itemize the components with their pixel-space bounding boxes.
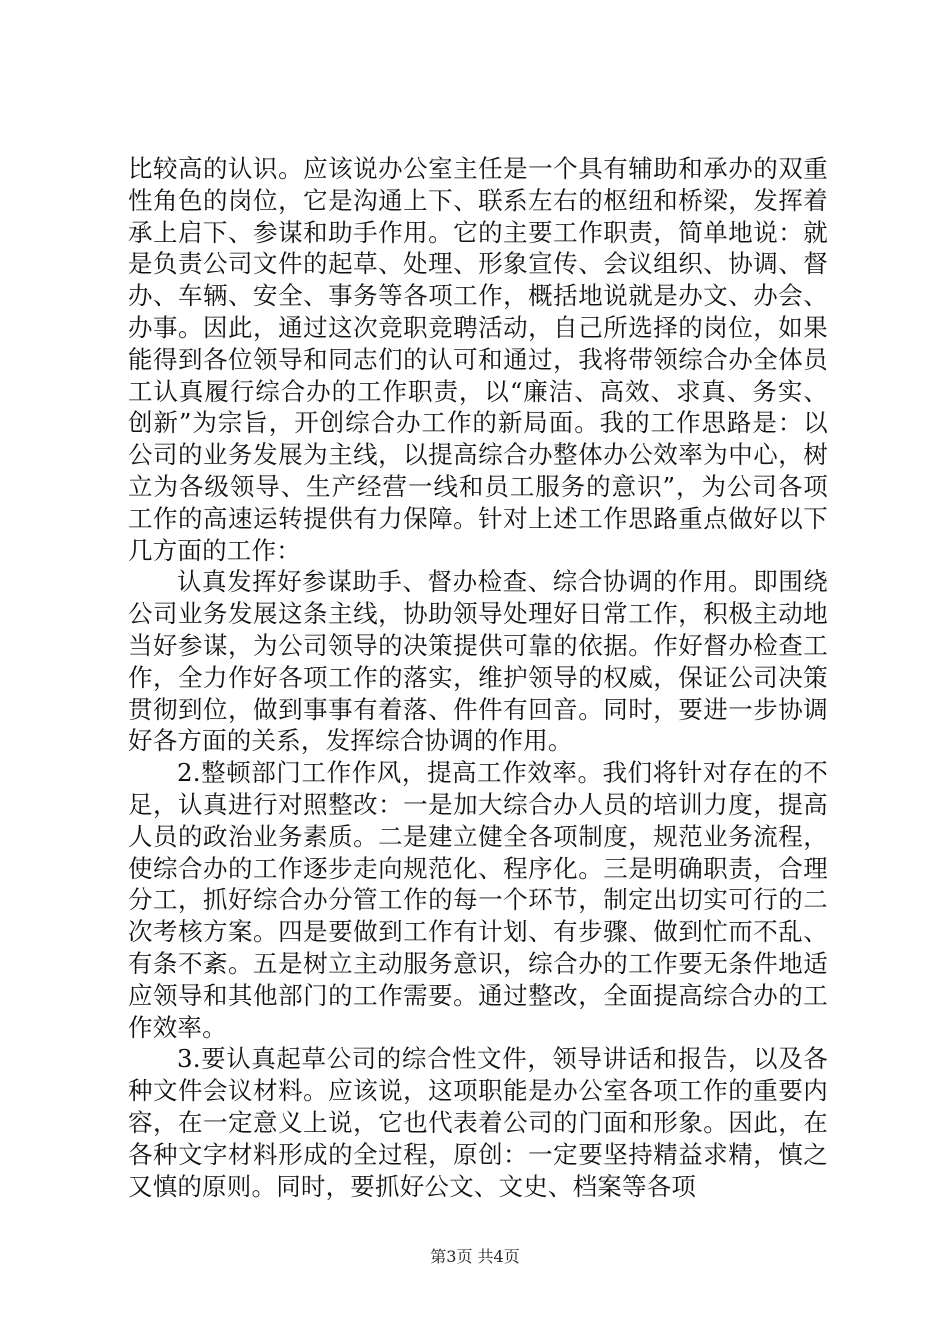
paragraph-item-3: 3.要认真起草公司的综合性文件，领导讲话和报告，以及各种文件会议材料。应该说，这项职能是办公室各项工作的重要内容，在一定意义上说，它也代表着公司的门面和形象。因此，在各种文字材料形成的全过程，原创：一定要坚持精益求精，慎之又慎的原则。同时，要抓好公文、文史、档案等各项 — [128, 1044, 828, 1201]
paragraph-item-2: 2.整顿部门工作作风，提高工作效率。我们将针对存在的不足，认真进行对照整改：一是加大综合办人员的培训力度，提高人员的政治业务素质。二是建立健全各项制度，规范业务流程，使综合办的工作逐步走向规范化、程序化。三是明确职责，合理分工，抓好综合办分管工作的每一个环节，制定出切实可行的二次考核方案。四是要做到工作有计划、有步骤、做到忙而不乱、有条不紊。五是树立主动服务意识，综合办的工作要无条件地适应领导和其他部门的工作需要。通过整改，全面提高综合办的工作效率。 — [128, 758, 828, 1042]
page-number-footer: 第3页 共4页 — [430, 1247, 520, 1266]
paragraph-item-1: 认真发挥好参谋助手、督办检查、综合协调的作用。即围绕公司业务发展这条主线，协助领导处理好日常工作，积极主动地当好参谋，为公司领导的决策提供可靠的依据。作好督办检查工作，全力作好各项工作的落实，维护领导的权威，保证公司决策贯彻到位，做到事事有着落、件件有回音。同时，要进一步协调好各方面的关系，发挥综合协调的作用。 — [128, 567, 828, 756]
document-body — [128, 153, 828, 1202]
paragraph-intro: 比较高的认识。应该说办公室主任是一个具有辅助和承办的双重性角色的岗位，它是沟通上下、联系左右的枢纽和桥梁，发挥着承上启下、参谋和助手作用。它的主要工作职责，简单地说：就是负责公司文件的起草、处理、形象宣传、会议组织、协调、督办、车辆、安全、事务等各项工作，概括地说就是办文、办会、办事。因此，通过这次竞职竞聘活动，自己所选择的岗位，如果能得到各位领导和同志们的认可和通过，我将带领综合办全体员工认真履行综合办的工作职责，以“廉洁、高效、求真、务实、创新”为宗旨，开创综合办工作的新局面。我的工作思路是：以公司的业务发展为主线，以提高综合办整体办公效率为中心，树立为各级领导、生产经营一线和员工服务的意识”，为公司各项工作的高速运转提供有力保障。针对上述工作思路重点做好以下几方面的工作： — [128, 154, 828, 565]
